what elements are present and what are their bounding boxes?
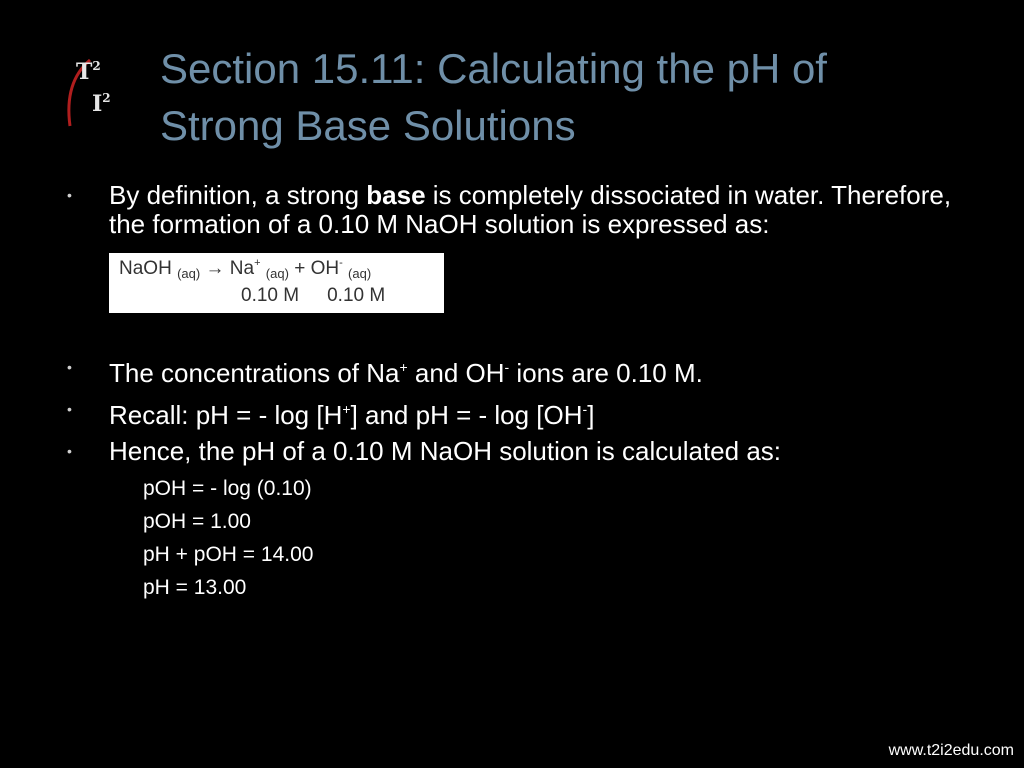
concentration-line: 0.10 M 0.10 M — [241, 285, 386, 306]
logo-i2: $I^2$ — [92, 91, 111, 117]
title-line-1: Section 15.11: Calculating the pH of — [160, 45, 827, 92]
slide-body — [67, 181, 967, 604]
calc-step: pOH = - log (0.10) — [143, 477, 312, 500]
arrow-icon: → — [205, 258, 225, 279]
calc-step: pOH = 1.00 — [143, 510, 251, 533]
bullet-hence: • Hence, the pH of a 0.10 M NaOH solution is calculated as: — [67, 436, 782, 466]
bullet-definition: • By definition, a strong base is completely dissociated in water. Therefore, the formation of a 0.10 M NaOH solution is expressed as: — [67, 180, 952, 239]
title-line-2: Strong Base Solutions — [160, 102, 576, 149]
slide-title — [160, 40, 1000, 154]
equation-line: NaOH $_{(aq)}$ → Na+ $_{(aq)}$ + OH- $_{(aq)}$ — [119, 257, 372, 281]
calculation-steps — [143, 472, 967, 604]
bullet-dot-icon: • — [67, 187, 72, 203]
equation-box — [109, 253, 444, 313]
bullet-concentrations: • The concentrations of Na+ and OH- ions are 0.10 M. — [67, 353, 967, 388]
calc-step: pH = 13.00 — [143, 576, 247, 599]
bullet-dot-icon: • — [67, 359, 72, 375]
bullet-recall: • Recall: pH = - log [H+] and pH = - log [OH-] — [67, 395, 967, 430]
bullet-dot-icon: • — [67, 401, 72, 417]
t2i2-logo — [60, 52, 130, 132]
website-footer: www.t2i2edu.com — [888, 742, 1014, 759]
bold-term: base — [366, 180, 426, 210]
calc-step: pH + pOH = 14.00 — [143, 543, 314, 566]
logo-t2: $T^2$ — [76, 59, 101, 85]
bullet-dot-icon: • — [67, 443, 72, 459]
